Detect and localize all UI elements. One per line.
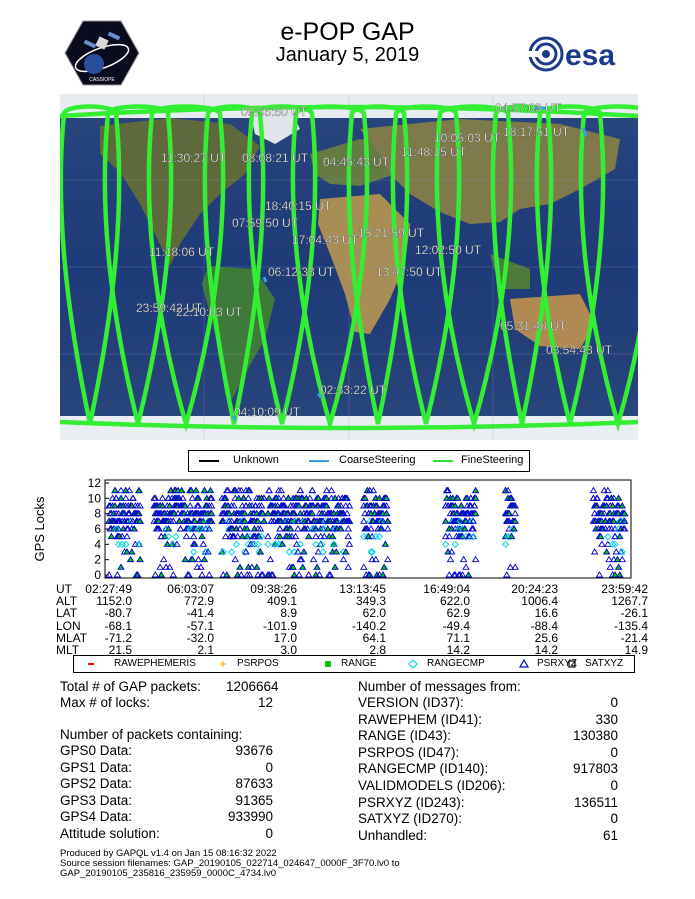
legend-psrxyz: PSRXYZ — [537, 658, 578, 669]
ephemeris-cell: 21.5 — [108, 642, 132, 657]
legend-satxyz: SATXYZ — [585, 658, 624, 669]
legend-rangecmp: RANGECMP — [427, 658, 485, 669]
world-map — [60, 94, 638, 440]
map-time-label: 11:48:15 UT — [401, 145, 467, 159]
ephemeris-cell: -140.2 — [351, 618, 386, 633]
svg-text:esa: esa — [565, 39, 616, 72]
map-time-label: 11:18:06 UT — [149, 245, 215, 259]
legend-symbol-rangecmp — [409, 660, 417, 668]
attitude-legend — [188, 450, 530, 472]
map-time-label: 22:10:03 UT — [176, 305, 243, 319]
ephemeris-cell: -57.1 — [186, 618, 214, 633]
map-time-label: 04:45:43 UT — [323, 155, 390, 169]
message-count-label: RAWEPHEM (ID41): — [358, 711, 483, 727]
ephemeris-cell: 25.6 — [534, 630, 558, 645]
map-time-label: 18:17:51 UT — [503, 125, 570, 139]
legend-swatch-coarse — [309, 460, 329, 462]
packet-count-label: GPS2 Data: — [60, 776, 133, 792]
packet-count-label: GPS4 Data: — [60, 809, 133, 825]
legend-psrpos: PSRPOS — [237, 658, 279, 669]
ephemeris-row — [0, 620, 695, 632]
message-count-value: 330 — [595, 711, 618, 727]
footer-source-files: Source session filenames: GAP_20190105_022714_024647_0000F_3F70.lv0 to — [60, 857, 400, 869]
series-legend — [73, 655, 635, 673]
ephemeris-cell: -135.4 — [613, 618, 648, 633]
message-count-value: 0 — [610, 778, 618, 793]
ephemeris-cell: 06:03:07 — [167, 582, 214, 596]
ephemeris-cell: 622.0 — [439, 594, 470, 609]
message-count-value: 0 — [610, 744, 618, 760]
ephemeris-cell: 14.2 — [446, 642, 470, 657]
packet-count-value: 933990 — [227, 809, 273, 825]
footer — [60, 849, 400, 878]
ephemeris-cell: 1006.4 — [521, 594, 558, 609]
map-time-label: 10:05:03 UT — [434, 131, 501, 145]
ephemeris-cell: -101.9 — [262, 618, 297, 633]
map-time-label: 04:57:03 UT — [495, 101, 562, 115]
message-count-label: PSRPOS (ID47): — [358, 744, 460, 760]
legend-rawephemeris: RAWEPHEMERIS — [114, 658, 196, 669]
message-count-value: 136511 — [573, 794, 618, 810]
ephemeris-cell: 09:38:26 — [250, 582, 297, 596]
legend-label-unknown: Unknown — [233, 454, 279, 466]
ephemeris-cell: -68.1 — [104, 618, 132, 633]
map-time-label: 13:47:50 UT — [376, 265, 443, 279]
ephemeris-cell: 13:13:45 — [339, 582, 386, 596]
ephemeris-cell: 62.0 — [362, 606, 386, 621]
ephemeris-cell: 1152.0 — [96, 594, 132, 609]
total-packets-value: 1206664 — [226, 679, 279, 694]
message-count-value: 0 — [610, 811, 618, 827]
ephemeris-cell: -88.4 — [530, 618, 558, 633]
ephemeris-cell: 349.3 — [355, 594, 386, 609]
chart-ytick-label: 10 — [87, 491, 101, 506]
max-locks-value: 12 — [257, 695, 273, 710]
footer-source-files-cont: GAP_20190105_235816_235959_0000C_4734.lv0 — [60, 867, 277, 879]
packet-count-label: GPS1 Data: — [60, 759, 133, 775]
legend-symbol-psrxyz — [520, 660, 528, 667]
ephemeris-cell: 2.8 — [369, 642, 386, 657]
map-time-label: 07:59:50 UT — [232, 216, 299, 230]
ephemeris-row-label: LAT — [56, 606, 78, 621]
map-time-label: 02:33:22 UT — [320, 383, 387, 397]
map-time-label: 08:08:21 UT — [242, 151, 309, 165]
ephemeris-cell: 2.1 — [197, 642, 214, 657]
ephemeris-table — [0, 583, 695, 656]
map-time-label: 04:10:09 UT — [234, 405, 301, 419]
legend-symbol-psrpos — [220, 661, 226, 667]
packet-count-value: 93676 — [235, 743, 273, 758]
ephemeris-cell: -32.0 — [186, 630, 214, 645]
ephemeris-cell: -21.4 — [620, 630, 648, 645]
ephemeris-cell: 20:24:23 — [511, 582, 558, 596]
packet-count-label: Attitude solution: — [60, 826, 160, 841]
packet-count-value: 0 — [265, 759, 273, 775]
ephemeris-cell: 3.0 — [280, 642, 297, 657]
legend-label-fine: FineSteering — [461, 454, 524, 466]
legend-range: RANGE — [341, 658, 377, 669]
ephemeris-row-label: ALT — [56, 594, 78, 609]
ephemeris-cell: 1267.7 — [611, 594, 648, 609]
map-time-label: 17:04:43 UT — [292, 233, 359, 247]
gps-locks-chart — [0, 474, 695, 584]
messages-heading: Number of messages from: — [358, 679, 521, 694]
legend-swatch-unknown — [199, 460, 219, 462]
ephemeris-row-label: MLAT — [56, 630, 88, 645]
ephemeris-cell: 16.6 — [534, 606, 558, 621]
message-count-label: PSRXYZ (ID243): — [358, 794, 465, 810]
chart-ytick-label: 2 — [94, 552, 101, 567]
ephemeris-cell: 409.1 — [266, 594, 297, 609]
packet-count-value: 91365 — [235, 792, 273, 808]
page-title: e-POP GAP — [280, 18, 415, 46]
ephemeris-row-label: MLT — [56, 642, 80, 657]
ephemeris-cell: 16:49:04 — [423, 582, 470, 596]
message-count-label: RANGECMP (ID140): — [358, 761, 489, 777]
chart-ytick-label: 8 — [94, 506, 101, 521]
map-time-label: 12:02:50 UT — [415, 243, 482, 257]
chart-ylabel: GPS Locks — [32, 496, 47, 562]
ephemeris-cell: 772.9 — [183, 594, 214, 609]
message-count-label: SATXYZ (ID270): — [358, 811, 463, 827]
ephemeris-cell: 17.0 — [273, 630, 297, 645]
ephemeris-row-label: UT — [56, 582, 72, 596]
ephemeris-cell: 23:59:42 — [601, 582, 648, 596]
map-time-label: 09:55:50 UT — [241, 105, 308, 119]
legend-symbol-range — [325, 661, 331, 667]
ephemeris-cell: 8.9 — [280, 606, 297, 621]
ephemeris-row — [0, 632, 695, 644]
map-time-label: 06:12:33 UT — [268, 265, 335, 279]
ephemeris-cell: -80.7 — [104, 606, 132, 621]
map-time-label: 03:54:43 UT — [546, 343, 613, 357]
packet-count-value: 87633 — [235, 776, 273, 792]
ephemeris-cell: 14.2 — [534, 642, 558, 657]
svg-text:CASSIOPE: CASSIOPE — [89, 77, 115, 83]
ephemeris-cell: -41.4 — [186, 606, 214, 621]
mission-logo — [64, 20, 140, 86]
ephemeris-row — [0, 607, 695, 619]
legend-swatch-fine — [433, 460, 453, 462]
ephemeris-cell: 14.9 — [624, 642, 648, 657]
max-locks-label: Max # of locks: — [60, 695, 151, 710]
packet-count-value: 0 — [265, 826, 273, 841]
footer-produced-by: Produced by GAPQL v1.4 on Jan 15 08:16:32 2022 — [60, 848, 277, 859]
map-time-label: 11:30:27 UT — [161, 151, 227, 165]
ephemeris-row-label: LON — [56, 618, 81, 633]
message-count-value: 917803 — [572, 761, 618, 777]
ephemeris-cell: -49.4 — [442, 618, 470, 633]
chart-ytick-label: 6 — [94, 522, 101, 536]
ephemeris-cell: -26.1 — [620, 606, 648, 621]
message-count-label: VALIDMODELS (ID206): — [358, 778, 506, 793]
ephemeris-cell: 62.9 — [446, 606, 470, 621]
message-count-value: 130380 — [572, 728, 618, 744]
legend-label-coarse: CoarseSteering — [339, 454, 416, 466]
packet-count-label: GPS0 Data: — [60, 743, 133, 758]
chart-ytick-label: 0 — [94, 568, 101, 582]
chart-ytick-label: 12 — [87, 476, 101, 490]
message-count-label: RANGE (ID43): — [358, 728, 452, 744]
message-count-label: Unhandled: — [358, 827, 428, 843]
map-time-label: 15:21:59 UT — [358, 226, 425, 240]
message-count-value: 0 — [610, 695, 618, 710]
ephemeris-cell: 71.1 — [446, 630, 470, 645]
total-packets-label: Total # of GAP packets: — [60, 679, 201, 694]
map-time-label: 05:31:48 UT — [500, 319, 567, 333]
message-count-value: 61 — [602, 827, 618, 843]
esa-logo — [528, 34, 632, 74]
chart-ytick-label: 4 — [94, 537, 101, 552]
map-time-label: 18:40:15 UT — [265, 199, 332, 213]
ephemeris-cell: 02:27:49 — [85, 582, 132, 596]
message-count-label: VERSION (ID37): — [358, 695, 464, 710]
ephemeris-cell: -71.2 — [104, 630, 132, 645]
packet-count-label: GPS3 Data: — [60, 792, 133, 808]
map-time-label: 23:59:42 UT — [136, 301, 203, 315]
containing-heading: Number of packets containing: — [60, 727, 243, 742]
ephemeris-cell: 64.1 — [362, 630, 386, 645]
page-date: January 5, 2019 — [275, 44, 420, 66]
